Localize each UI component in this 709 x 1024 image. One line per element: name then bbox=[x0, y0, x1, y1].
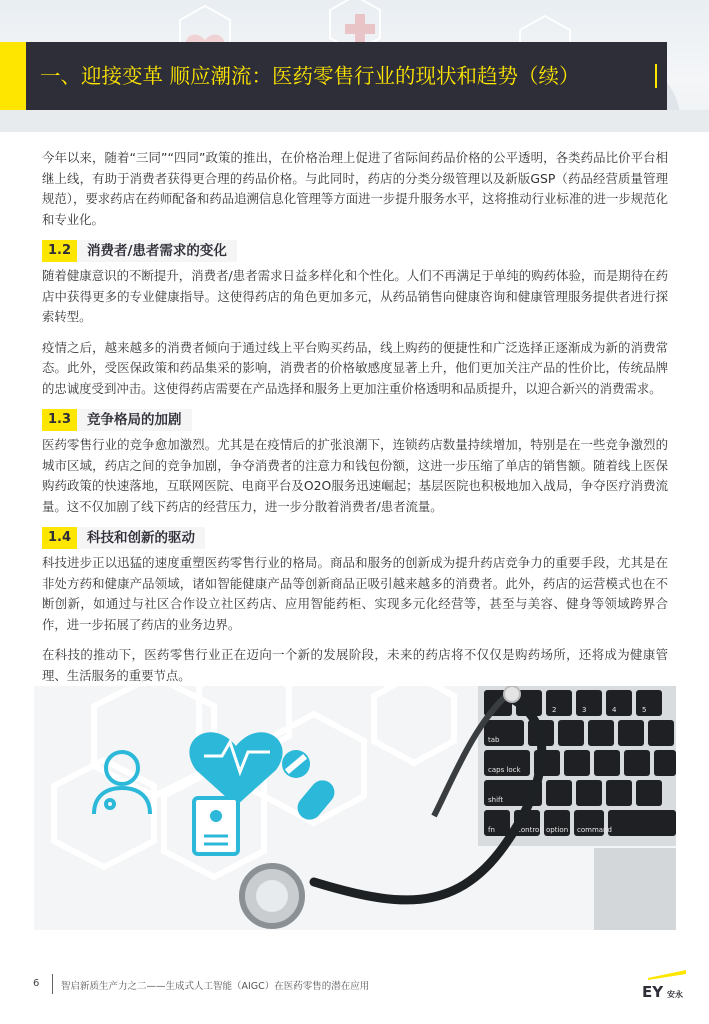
page-number: 6 bbox=[33, 978, 40, 989]
section-title: 消费者/患者需求的变化 bbox=[77, 240, 237, 262]
key-label: fn bbox=[488, 826, 495, 834]
medical-technology-photo bbox=[34, 686, 676, 930]
key-label: shift bbox=[488, 796, 504, 804]
paragraph: 疫情之后，越来越多的消费者倾向于通过线上平台购买药品，线上购药的便捷性和广泛选择正逐渐成为新的消费常态。此外，受医保政策和药品集采的影响，消费者的价格敏感度显著上升，他们更加关注产品的性价比，传统品牌的忠诚度受到冲击。这使得药店需要在产品选择和服务上更加注重价格透明和品质提升，以迎合新兴的消费需求。 bbox=[42, 339, 668, 396]
section-number: 1.3 bbox=[42, 409, 77, 431]
section-heading-1-2 bbox=[42, 240, 668, 262]
photo-illustration bbox=[34, 686, 676, 930]
key-label: control bbox=[517, 826, 542, 834]
key-label: 4 bbox=[612, 706, 617, 714]
paragraph: 随着健康意识的不断提升，消费者/患者需求日益多样化和个性化。人们不再满足于单纯的购药体验，而是期待在药店中获得更多的专业健康指导。这使得药店的角色更加多元，从药品销售向健康咨询和健康管理服务提供者进行探索转型。 bbox=[42, 268, 668, 324]
intro-paragraph: 今年以来，随着“三同”“四同”政策的推出，在价格治理上促进了省际间药品价格的公平透明，各类药品比价平台相继上线，有助于消费者获得更合理的药品价格。与此同时，药店的分类分级管理以及新版GSP（药品经营质量管理规范），要求药店在药师配备和药品追溯信息化管理等方面进一步提升服务水平，这将推动行业标准的进一步规范化和专业化。 bbox=[42, 150, 668, 227]
footer-divider bbox=[52, 974, 53, 994]
paragraph: 科技进步正以迅猛的速度重塑医药零售行业的格局。商品和服务的创新成为提升药店竞争力的重要手段，尤其是在非处方药和健康产品领域，诸如智能健康产品等创新商品正吸引越来越多的消费者。此外，药店的运营模式也在不断创新，如通过与社区合作设立社区药店、应用智能药柜、实现多元化经营等，甚至与美容、健身等领域跨界合作，进一步拓展了药店的业务边界。 bbox=[42, 555, 668, 632]
heart-monitor-icon bbox=[189, 732, 282, 806]
section-number: 1.4 bbox=[42, 527, 77, 549]
section-number: 1.2 bbox=[42, 240, 77, 262]
title-bar bbox=[0, 42, 667, 110]
key-label: caps lock bbox=[488, 766, 521, 774]
section-heading-1-3 bbox=[42, 409, 668, 431]
medical-record-icon bbox=[194, 798, 238, 854]
section-heading-1-4 bbox=[42, 527, 668, 549]
paragraph: 医药零售行业的竞争愈加激烈。尤其是在疫情后的扩张浪潮下，连锁药店数量持续增加，特别是在一些竞争激烈的城市区域，药店之间的竞争加剧，争夺消费者的注意力和钱包份额，这进一步压缩了单店的销售额。随着线上医保购药政策的快速落地，互联网医院、电商平台及O2O服务迅速崛起；基层医院也积极地加入战局，争夺医疗消费流量。这不仅加剧了线下药店的经营压力，进一步分散着消费者/患者流量。 bbox=[42, 437, 668, 514]
paragraph: 在科技的推动下，医药零售行业正在迈向一个新的发展阶段，未来的药店将不仅仅是购药场所，还将成为健康管理、生活服务的重要节点。 bbox=[42, 647, 668, 683]
logo-suffix: 安永 bbox=[667, 990, 683, 999]
title-end-bar bbox=[655, 64, 657, 88]
key-label: 5 bbox=[642, 706, 647, 714]
key-label: option bbox=[546, 826, 569, 834]
key-label: 1 bbox=[522, 706, 527, 714]
key-label: 3 bbox=[582, 706, 587, 714]
logo-text: EY bbox=[642, 983, 664, 1000]
section-title: 科技和创新的驱动 bbox=[77, 527, 205, 549]
section-title: 竞争格局的加剧 bbox=[77, 409, 192, 431]
keyboard bbox=[478, 686, 676, 930]
plus-icon bbox=[345, 14, 375, 44]
ey-logo bbox=[640, 970, 688, 1000]
footer-caption: 智启新质生产力之二——生成式人工智能（AIGC）在医药零售的潜在应用 bbox=[61, 981, 370, 992]
key-label: tab bbox=[488, 736, 500, 744]
title-accent bbox=[0, 42, 26, 110]
key-label: command bbox=[577, 826, 612, 834]
page-footer bbox=[0, 966, 709, 1006]
main-content bbox=[42, 148, 668, 696]
page-title: 一、迎接变革 顺应潮流：医药零售行业的现状和趋势（续） bbox=[40, 64, 580, 88]
key-label: 2 bbox=[552, 706, 557, 714]
